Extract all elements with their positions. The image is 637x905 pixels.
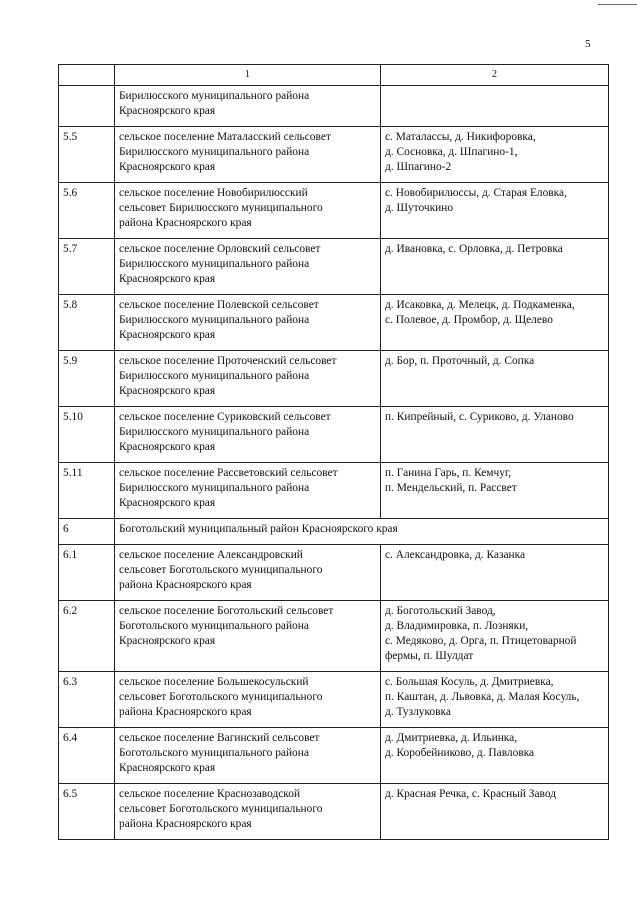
table-row [59, 407, 609, 463]
table-row [59, 519, 609, 545]
municipality-name-cell: сельское поселение Вагинский сельсовет Боготольского муниципального района Красноярского края [115, 728, 381, 784]
header-rule [598, 4, 637, 5]
table-row [59, 545, 609, 601]
municipality-name-cell: сельское поселение Новобирилюсский сельсовет Бирилюсского муниципального района Красноярского края [115, 183, 381, 239]
municipality-name-cell: Бирилюсского муниципального района Красноярского края [115, 86, 381, 127]
municipality-name-cell: сельское поселение Рассветовский сельсовет Бирилюсского муниципального района Красноярского края [115, 463, 381, 519]
settlements-list-cell: с. Большая Косуль, д. Дмитриевка, п. Каштан, д. Львовка, д. Малая Косуль, д. Тузлуковка [381, 672, 609, 728]
row-number-cell: 6 [59, 519, 115, 545]
settlements-list-cell: с. Новобирилюссы, д. Старая Еловка, д. Шуточкино [381, 183, 609, 239]
settlements-list-cell: с. Александровка, д. Казанка [381, 545, 609, 601]
row-number-cell: 6.2 [59, 601, 115, 672]
settlements-list-cell: с. Маталассы, д. Никифоровка, д. Сосновка, д. Шпагино-1, д. Шпагино-2 [381, 127, 609, 183]
municipality-name-cell: сельское поселение Маталасский сельсовет Бирилюсского муниципального района Красноярского края [115, 127, 381, 183]
table-row [59, 601, 609, 672]
settlements-list-cell: п. Ганина Гарь, п. Кемчуг, п. Мендельский, п. Рассвет [381, 463, 609, 519]
municipality-name-cell: сельское поселение Александровский сельсовет Боготольского муниципального района Красноярского края [115, 545, 381, 601]
municipality-name-cell: сельское поселение Проточенский сельсовет Бирилюсского муниципального района Красноярского края [115, 351, 381, 407]
row-number-cell: 5.7 [59, 239, 115, 295]
row-number-cell: 6.1 [59, 545, 115, 601]
table-header-row [59, 65, 609, 86]
settlements-list-cell: д. Ивановка, с. Орловка, д. Петровка [381, 239, 609, 295]
row-number-cell [59, 86, 115, 127]
settlements-list-cell [381, 86, 609, 127]
municipality-name-cell: Боготольский муниципальный район Красноярского края [115, 519, 609, 545]
settlements-list-cell: д. Бор, п. Проточный, д. Сопка [381, 351, 609, 407]
header-cell-num [59, 65, 115, 86]
row-number-cell: 6.5 [59, 784, 115, 840]
row-number-cell: 5.6 [59, 183, 115, 239]
table-row [59, 86, 609, 127]
settlements-list-cell: п. Кипрейный, с. Суриково, д. Уланово [381, 407, 609, 463]
row-number-cell: 5.10 [59, 407, 115, 463]
header-cell-name: 1 [115, 65, 381, 86]
settlements-list-cell: д. Исаковка, д. Мелецк, д. Подкаменка, с. Полевое, д. Промбор, д. Щелево [381, 295, 609, 351]
row-number-cell: 5.8 [59, 295, 115, 351]
table-row [59, 351, 609, 407]
row-number-cell: 5.11 [59, 463, 115, 519]
municipality-name-cell: сельское поселение Боготольский сельсовет Боготольского муниципального района Красноярского края [115, 601, 381, 672]
municipality-name-cell: сельское поселение Большекосульский сельсовет Боготольского муниципального района Красноярского края [115, 672, 381, 728]
table-row [59, 295, 609, 351]
settlements-list-cell: д. Красная Речка, с. Красный Завод [381, 784, 609, 840]
settlements-list-cell: д. Дмитриевка, д. Ильинка, д. Коробейниково, д. Павловка [381, 728, 609, 784]
table-row [59, 672, 609, 728]
table-row [59, 784, 609, 840]
header-cell-places: 2 [381, 65, 609, 86]
table-row [59, 239, 609, 295]
municipality-name-cell: сельское поселение Суриковский сельсовет Бирилюсского муниципального района Красноярского края [115, 407, 381, 463]
row-number-cell: 6.3 [59, 672, 115, 728]
row-number-cell: 5.9 [59, 351, 115, 407]
municipality-name-cell: сельское поселение Орловский сельсовет Бирилюсского муниципального района Красноярского края [115, 239, 381, 295]
page-number: 5 [585, 38, 591, 50]
municipality-name-cell: сельское поселение Краснозаводской сельсовет Боготольского муниципального района Красноярского края [115, 784, 381, 840]
table-row [59, 463, 609, 519]
row-number-cell: 6.4 [59, 728, 115, 784]
table-row [59, 183, 609, 239]
table-row [59, 728, 609, 784]
settlements-table [58, 64, 609, 840]
settlements-list-cell: д. Боготольский Завод, д. Владимировка, п. Лозняки, с. Медяково, д. Орга, п. Птицетоварной фермы, п. Шулдат [381, 601, 609, 672]
municipality-name-cell: сельское поселение Полевской сельсовет Бирилюсского муниципального района Красноярского края [115, 295, 381, 351]
table-row [59, 127, 609, 183]
row-number-cell: 5.5 [59, 127, 115, 183]
